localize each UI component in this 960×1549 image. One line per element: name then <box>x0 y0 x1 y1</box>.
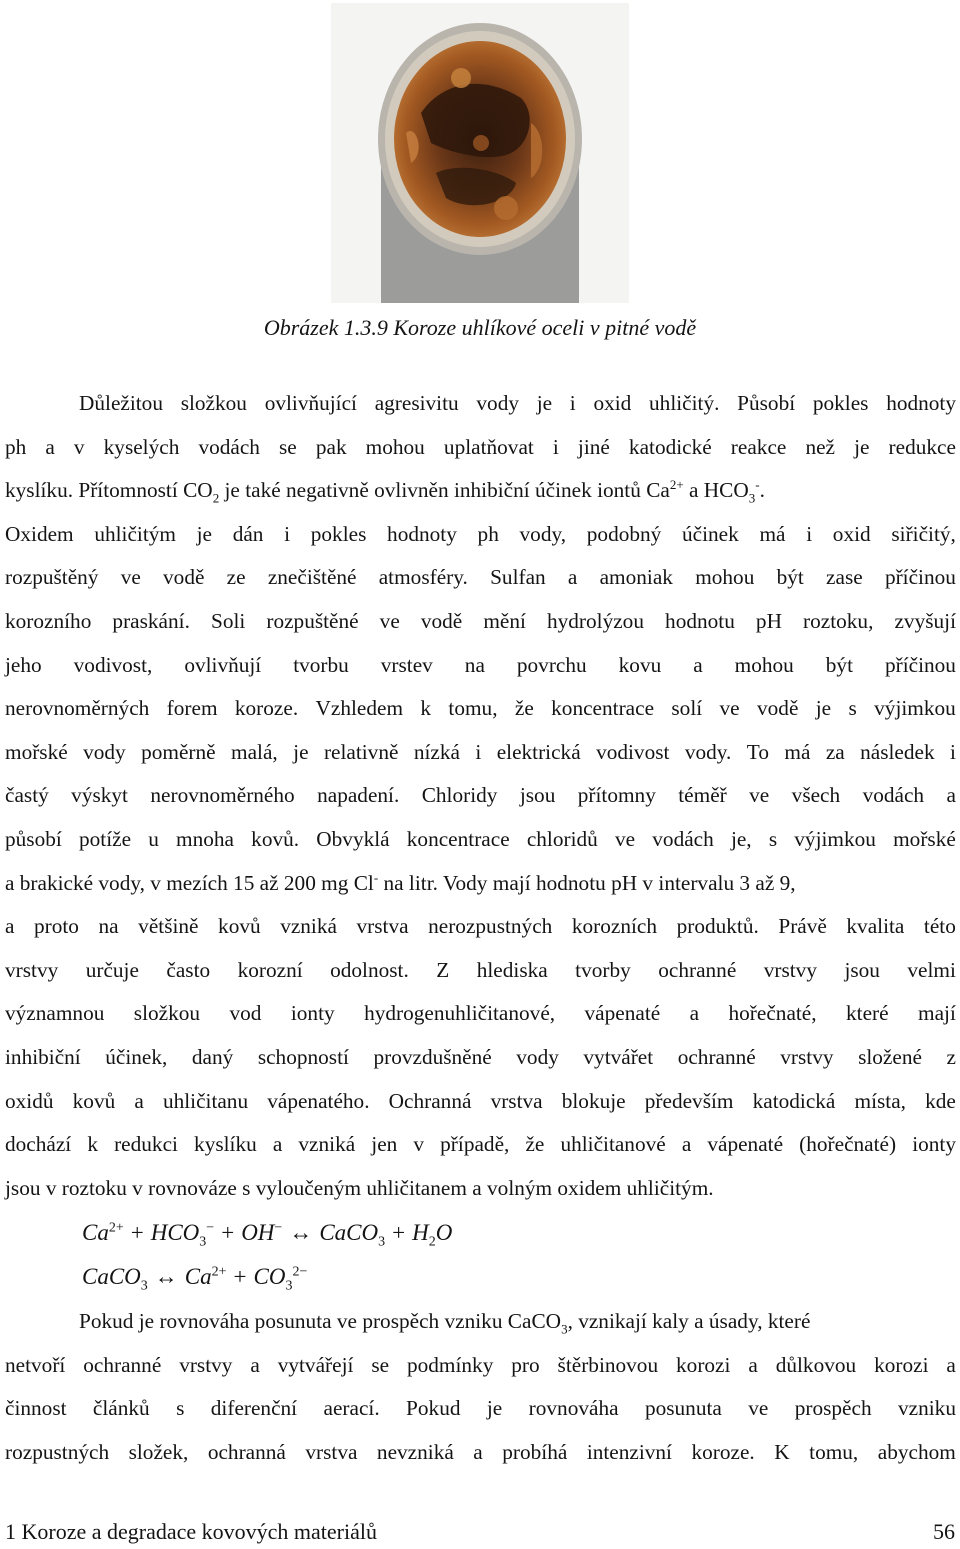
chapter-title: 1 Koroze a degradace kovových materiálů <box>5 1519 377 1544</box>
text-line: významnou složkou vod ionty hydrogenuhličitanové, vápenaté a hořečnaté, které mají <box>5 1001 956 1026</box>
text-line: inhibiční účinek, daný schopností provzdušněné vody vytvářet ochranné vrstvy složené z <box>5 1044 956 1069</box>
text-line: netvoří ochranné vrstvy a vytvářejí se podmínky pro štěrbinovou korozi a důlkovou korozi a <box>5 1352 956 1377</box>
text-line: nerovnoměrných forem koroze. Vzhledem k tomu, že koncentrace solí ve vodě je s výjimkou <box>5 696 956 721</box>
text-line: oxidů kovů a uhličitanu vápenatého. Ochranná vrstva blokuje především katodická místa, kde <box>5 1088 956 1113</box>
text-line: mořské vody poměrně malá, je relativně nízká i elektrická vodivost vody. To má za následek i <box>5 739 956 764</box>
figure-caption: Obrázek 1.3.9 Koroze uhlíkové oceli v pitné vodě <box>263 315 697 340</box>
equation-caco3-dissociation: CaCO$_3$ ↔ $Ca^{2+} + CO_3^{2-}$ <box>82 1264 308 1294</box>
text-line: rozpustných složek, ochranná vrstva nevzniká a probíhá intenzivní koroze. K tomu, abychom <box>5 1439 956 1464</box>
body-paragraph <box>5 382 956 1210</box>
text-line: kyslíku. Přítomností $CO_2$ je také negativně ovlivněn inhibiční účinek iontů $Ca^{2+}$ a $HCO_3^-$. <box>5 477 765 506</box>
equation-carbonate-equilibrium: $Ca^{2+} + HCO_3^- + OH^-$ ↔ CaCO$_3$ + $H_2O$ <box>82 1220 453 1250</box>
page-number: 56 <box>933 1519 955 1544</box>
body-paragraph <box>5 1300 956 1474</box>
text-line: Pokud je rovnováha posunuta ve prospěch vzniku CaCO$_3$, vznikají kaly a úsady, které <box>79 1309 811 1337</box>
text-line: a proto na většině kovů vzniká vrstva nerozpustných korozních produktů. Právě kvalita této <box>5 914 956 939</box>
text-line: a brakické vody, v mezích 15 až 200 mg Cl- na litr. Vody mají hodnotu pH v intervalu 3 až 9, <box>5 869 796 895</box>
text-line: dochází k redukci kyslíku a vzniká jen v případě, že uhličitanové a vápenaté (hořečnaté) ionty <box>5 1132 956 1157</box>
text-line: Oxidem uhličitým je dán i pokles hodnoty ph vody, podobný účinek má i oxid siřičitý, <box>5 521 956 546</box>
text-line: jeho vodivost, ovlivňují tvorbu vrstev na povrchu kovu a mohou být příčinou <box>5 652 956 677</box>
text-line: vrstvy určuje často korozní odolnost. Z hlediska tvorby ochranné vrstvy jsou velmi <box>5 957 956 982</box>
text-line: ph a v kyselých vodách se pak mohou uplatňovat i jiné katodické reakce než je redukce <box>5 434 956 459</box>
text-line: rozpuštěný ve vodě ze znečištěné atmosféry. Sulfan a amoniak mohou být zase příčinou <box>5 565 956 590</box>
text-line: Důležitou složkou ovlivňující agresivitu vody je i oxid uhličitý. Působí pokles hodnoty <box>79 391 956 415</box>
text-line: korozního praskání. Soli rozpuštěné ve vodě mění hydrolýzou hodnotu pH roztoku, zvyšují <box>5 608 956 633</box>
corroded-pipe-photo <box>331 3 629 303</box>
page-footer <box>5 1518 955 1546</box>
text-line: jsou v roztoku v rovnováze s vyloučeným uhličitanem a volným oxidem uhličitým. <box>5 1175 714 1200</box>
text-line: častý výskyt nerovnoměrného napadení. Chloridy jsou přítomny téměř ve všech vodách a <box>5 783 956 808</box>
text-line: působí potíže u mnoha kovů. Obvyklá koncentrace chloridů ve vodách je, s výjimkou mořské <box>5 826 956 851</box>
text-line: činnost článků s diferenční aerací. Pokud je rovnováha posunuta ve prospěch vzniku <box>5 1396 956 1421</box>
